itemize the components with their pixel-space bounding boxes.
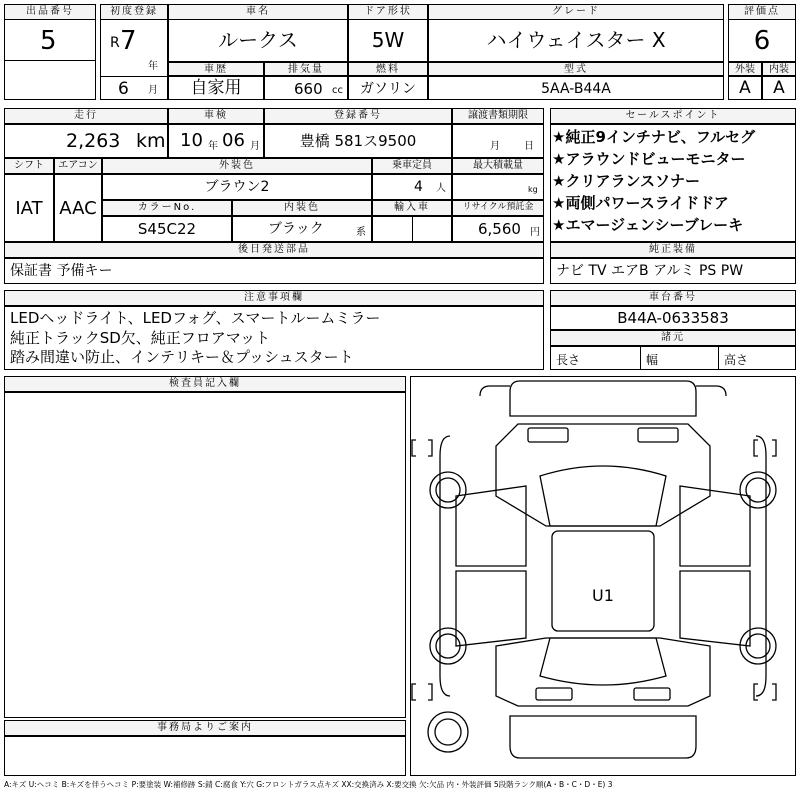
grade-label: グレード bbox=[428, 4, 724, 20]
reg-month-divider bbox=[100, 76, 168, 77]
equipment-label: 純正装備 bbox=[550, 242, 796, 258]
color-no-label: カラーNo. bbox=[102, 200, 232, 216]
inspector-label: 検査員記入欄 bbox=[4, 376, 406, 392]
exterior-label: 外装 bbox=[728, 62, 762, 76]
shift-label: シフト bbox=[4, 158, 54, 174]
history: 自家用 bbox=[190, 78, 242, 98]
inspection-year-unit: 年 bbox=[208, 141, 218, 152]
right-door-front bbox=[680, 486, 750, 566]
bracket bbox=[412, 684, 416, 700]
sales-point: ★エマージェンシーブレーキ bbox=[552, 216, 744, 234]
era-letter: R bbox=[110, 35, 120, 51]
shift: IAT bbox=[15, 198, 43, 219]
transfer-day: 日 bbox=[524, 141, 534, 152]
inspection-year: 10 bbox=[180, 130, 203, 151]
recycle-unit: 円 bbox=[530, 227, 540, 238]
sales-point: ★クリアランスソナー bbox=[552, 172, 700, 190]
import-label: 輸入車 bbox=[372, 200, 452, 216]
headlight-right bbox=[638, 428, 678, 442]
right-door-rear bbox=[680, 571, 750, 646]
later-parts-label: 後日発送部品 bbox=[4, 242, 544, 258]
model-code: 5AA-B44A bbox=[541, 81, 611, 97]
interior-label: 内装 bbox=[762, 62, 796, 76]
roof bbox=[552, 531, 654, 631]
capacity-unit: 人 bbox=[436, 183, 446, 194]
office-label: 事務局よりご案内 bbox=[4, 720, 406, 736]
office-area bbox=[4, 736, 406, 776]
bracket bbox=[428, 684, 432, 700]
interior-grade: A bbox=[773, 78, 785, 98]
door-label: ドア形状 bbox=[348, 4, 428, 20]
sales-point: ★アラウンドビューモニター bbox=[552, 150, 746, 168]
note-line: LEDヘッドライト、LEDフォグ、スマートルームミラー bbox=[10, 309, 381, 327]
front-roof-outline bbox=[696, 386, 726, 396]
equipment: ナビ TV エアB アルミ PS PW bbox=[556, 263, 744, 279]
score: 6 bbox=[753, 26, 771, 56]
plate-number: 豊橋 581ス9500 bbox=[299, 132, 417, 150]
inspection-month-unit: 月 bbox=[250, 141, 260, 152]
mileage-label: 走行 bbox=[4, 108, 168, 124]
displacement-label: 排気量 bbox=[264, 62, 348, 76]
capacity-label: 乗車定員 bbox=[372, 158, 452, 174]
spec-width: 幅 bbox=[646, 353, 659, 367]
transfer-label: 譲渡書類期限 bbox=[452, 108, 544, 124]
history-label: 車歴 bbox=[168, 62, 264, 76]
recycle: 6,560 bbox=[478, 220, 521, 238]
first-reg-label: 初度登録 bbox=[100, 4, 168, 20]
sales-label: セールスポイント bbox=[550, 108, 796, 124]
car-name-label: 車名 bbox=[168, 4, 348, 20]
ext-color: ブラウン2 bbox=[204, 179, 270, 195]
bracket bbox=[428, 440, 432, 456]
bracket bbox=[412, 440, 416, 456]
spec-length: 長さ bbox=[556, 353, 581, 367]
fuel: ガソリン bbox=[360, 81, 416, 97]
load-label: 最大積載量 bbox=[452, 158, 544, 174]
left-door-rear bbox=[456, 571, 526, 646]
front-roof-outline bbox=[480, 386, 510, 396]
car-name: ルークス bbox=[218, 28, 298, 52]
capacity: 4 bbox=[414, 179, 423, 195]
lot-label: 出品番号 bbox=[4, 4, 96, 20]
plate-label: 登録番号 bbox=[264, 108, 452, 124]
rear-body-outline bbox=[496, 638, 710, 706]
bracket bbox=[772, 440, 776, 456]
int-color-unit: 系 bbox=[356, 227, 366, 238]
chassis-label: 車台番号 bbox=[550, 290, 796, 306]
specs-label: 諸元 bbox=[550, 330, 796, 346]
windshield bbox=[540, 466, 666, 526]
specs-divider bbox=[718, 346, 719, 370]
notes-label: 注意事項欄 bbox=[4, 290, 544, 306]
rear-bumper-outline bbox=[510, 716, 696, 758]
year-unit: 年 bbox=[148, 61, 158, 72]
headlight-left bbox=[528, 428, 568, 442]
specs-cell bbox=[550, 346, 796, 370]
taillight-right bbox=[634, 688, 670, 700]
color-no: S45C22 bbox=[137, 220, 197, 238]
int-color-label: 内装色 bbox=[232, 200, 372, 216]
spare-wheel-inner bbox=[435, 719, 461, 745]
bracket bbox=[754, 684, 758, 700]
lot-number: 5 bbox=[40, 26, 57, 56]
grade: ハイウェイスター X bbox=[486, 28, 666, 52]
displacement: 660 bbox=[294, 80, 323, 98]
rear-window bbox=[540, 638, 666, 685]
specs-divider bbox=[640, 346, 641, 370]
chassis-number: B44A-0633583 bbox=[617, 309, 729, 327]
note-line: 踏み間違い防止、インテリキー＆プッシュスタート bbox=[10, 348, 354, 366]
int-color: ブラック bbox=[268, 221, 324, 237]
ext-color-label: 外装色 bbox=[102, 158, 372, 174]
inspection-month: 06 bbox=[222, 130, 245, 151]
bracket bbox=[772, 684, 776, 700]
inspector-area bbox=[4, 392, 406, 718]
model-label: 型式 bbox=[428, 62, 724, 76]
mileage-unit: km bbox=[136, 130, 166, 152]
car-diagram bbox=[410, 376, 796, 776]
load-unit: kg bbox=[528, 185, 538, 194]
front-bumper-outline bbox=[510, 381, 696, 416]
sales-points bbox=[552, 130, 796, 240]
legend: A:キズ U:ヘコミ B:キズを伴うヘコミ P:要塗装 W:補修跡 S:錆 C:腐食 Y:穴 G:フロントガラス点キズ XX:交換済み X:要交換 欠:欠品 内・外装評価 5段階ランク順(A・B・C・D・E) 3 bbox=[4, 780, 613, 789]
ac: AAC bbox=[59, 198, 97, 219]
left-door-front bbox=[456, 486, 526, 566]
sales-point: ★両側パワースライドドア bbox=[552, 194, 729, 212]
damage-mark: U1 bbox=[592, 586, 614, 605]
taillight-left bbox=[536, 688, 572, 700]
fuel-label: 燃料 bbox=[348, 62, 428, 76]
exterior-grade: A bbox=[739, 78, 751, 98]
door-type: 5W bbox=[371, 28, 405, 52]
spec-height: 高さ bbox=[724, 353, 749, 367]
score-label: 評価点 bbox=[728, 4, 796, 20]
note-line: 純正トラックSD欠、純正フロアマット bbox=[10, 329, 271, 347]
reg-month: 6 bbox=[118, 79, 129, 99]
lot-lower-divider bbox=[4, 60, 96, 61]
transfer-month: 月 bbox=[490, 141, 500, 152]
inspection-label: 車検 bbox=[168, 108, 264, 124]
sales-point: ★純正9インチナビ、フルセグ bbox=[552, 128, 756, 146]
reg-year: 7 bbox=[120, 26, 137, 56]
recycle-label: リサイクル預託金 bbox=[452, 200, 544, 216]
ac-label: エアコン bbox=[54, 158, 102, 174]
displacement-unit: cc bbox=[332, 85, 343, 96]
spare-wheel bbox=[428, 712, 468, 752]
month-unit: 月 bbox=[148, 85, 158, 96]
later-parts: 保証書 予備キー bbox=[10, 263, 113, 279]
mileage: 2,263 bbox=[66, 130, 121, 152]
bracket bbox=[754, 440, 758, 456]
import-divider bbox=[412, 216, 413, 242]
